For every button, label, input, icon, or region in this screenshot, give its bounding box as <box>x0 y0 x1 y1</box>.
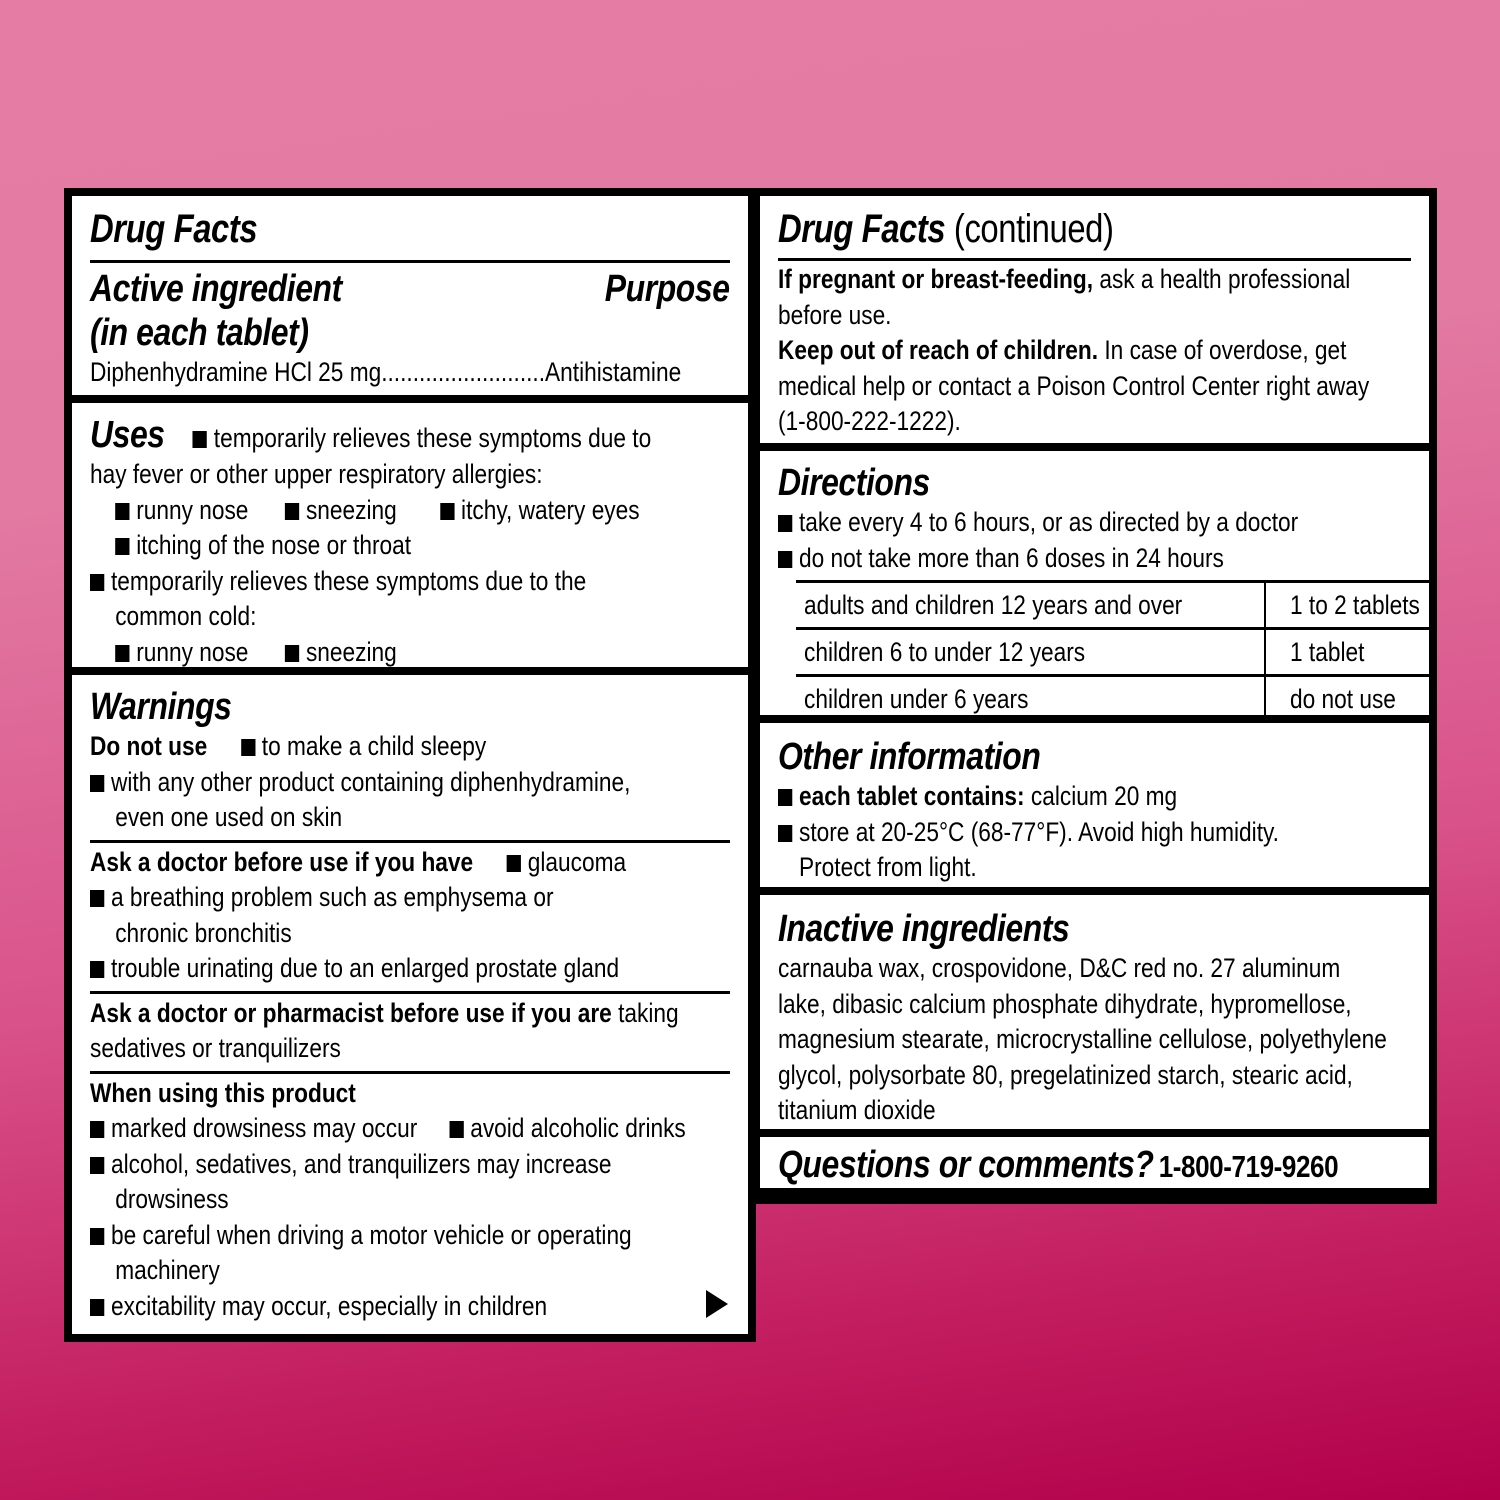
bullet-icon <box>449 1121 463 1138</box>
ask-pharmacist-row: Ask a doctor or pharmacist before use if you are taking <box>90 997 679 1028</box>
bullet-icon <box>778 825 792 842</box>
divider <box>778 258 1411 261</box>
bullet-icon <box>115 503 129 520</box>
bullet-icon <box>285 503 299 520</box>
symptom: runny nose <box>136 636 249 667</box>
bullet-icon <box>90 775 104 792</box>
bullet-icon <box>115 538 129 555</box>
active-ingredient-section <box>72 196 748 395</box>
other-information-title: Other information <box>778 736 1041 778</box>
keep-out-warning: Keep out of reach of children. In case of overdose, get <box>778 335 1347 365</box>
warning-item: be careful when driving a motor vehicle or operating <box>90 1218 628 1254</box>
inactive-ingredients-text: carnauba wax, crospovidone, D&C red no. 27 aluminum <box>778 953 1341 983</box>
uses-text: temporarily relieves these symptoms due to <box>213 423 652 453</box>
bullet-icon <box>90 961 104 978</box>
bullet-icon <box>241 739 255 756</box>
symptom-list <box>90 635 628 668</box>
bullet-icon <box>90 1121 104 1138</box>
bullet-icon <box>193 431 207 448</box>
pregnant-warning-cont: before use. <box>778 299 892 330</box>
bullet-icon <box>778 789 792 806</box>
pregnant-warning: If pregnant or breast-feeding, ask a health professional <box>778 264 1351 294</box>
warning-item-cont: drowsiness <box>115 1184 229 1214</box>
bullet-icon <box>90 1157 104 1174</box>
inactive-ingredients-title: Inactive ingredients <box>778 908 1070 950</box>
do-not-use-row <box>90 729 628 765</box>
ingredient-purpose: Antihistamine <box>545 357 682 387</box>
continued-section <box>760 196 1429 443</box>
divider <box>90 991 730 994</box>
bullet-icon <box>90 890 104 907</box>
ask-pharmacist-label: Ask a doctor or pharmacist before use if you are <box>90 997 612 1028</box>
questions-section <box>760 1137 1429 1188</box>
drug-facts-continued-title: Drug Facts <box>778 207 946 251</box>
warning-item: excitability may occur, especially in children <box>90 1289 628 1325</box>
dose: 1 tablet <box>1290 637 1365 667</box>
warning-item: glaucoma <box>527 846 627 877</box>
bullet-icon <box>507 855 521 872</box>
direction-item: take every 4 to 6 hours, or as directed by a doctor <box>778 505 1310 541</box>
when-using-label: When using this product <box>90 1077 356 1108</box>
symptom-list <box>90 528 628 564</box>
table-row <box>796 582 1429 629</box>
drug-facts-right-panel <box>752 188 1437 1204</box>
age-group: children under 6 years <box>804 684 1029 714</box>
ask-doctor-row <box>90 845 628 881</box>
ask-doctor-label: Ask a doctor before use if you have <box>90 846 474 877</box>
inactive-ingredients-section <box>760 895 1429 1129</box>
info-item: each tablet contains: calcium 20 mg <box>778 779 1310 815</box>
table-row <box>796 629 1429 676</box>
active-ingredient-heading: Active ingredient <box>90 268 342 310</box>
dose: do not use <box>1290 684 1397 714</box>
bullet-icon <box>778 551 792 568</box>
uses-section <box>72 403 748 667</box>
poison-control-number: (1-800-222-1222). <box>778 406 961 436</box>
keep-out-warning-cont: medical help or contact a Poison Control Center right away <box>778 370 1370 401</box>
symptom: itchy, watery eyes <box>461 494 640 525</box>
continue-arrow-icon <box>706 1290 728 1318</box>
uses-text: temporarily relieves these symptoms due to the <box>111 565 587 596</box>
questions-phone: 1-800-719-9260 <box>1158 1149 1339 1184</box>
warning-item: alcohol, sedatives, and tranquilizers may increase <box>90 1147 628 1183</box>
continued-title-row <box>778 206 1297 252</box>
inactive-ingredients-text: lake, dibasic calcium phosphate dihydrate, hypromellose, <box>778 988 1352 1019</box>
directions-title: Directions <box>778 462 930 504</box>
warnings-title: Warnings <box>90 686 232 728</box>
symptom-list <box>90 493 640 529</box>
bullet-icon <box>90 574 104 591</box>
warning-item-cont: chronic bronchitis <box>115 917 292 948</box>
info-item: store at 20-25°C (68-77°F). Avoid high humidity. <box>778 815 1310 851</box>
uses-text: common cold: <box>115 601 257 631</box>
age-group: adults and children 12 years and over <box>804 590 1183 620</box>
symptom: itching of the nose or throat <box>136 530 412 560</box>
bullet-icon <box>90 1228 104 1245</box>
do-not-use-label: Do not use <box>90 731 208 761</box>
warnings-section <box>72 675 748 1334</box>
drug-facts-title: Drug Facts <box>90 207 258 251</box>
dose: 1 to 2 tablets <box>1290 590 1421 620</box>
bullet-icon <box>440 503 454 520</box>
warning-item: marked drowsiness may occur avoid alcoholic drinks <box>90 1111 628 1147</box>
questions-row <box>778 1143 1339 1188</box>
ask-pharmacist-text: sedatives or tranquilizers <box>90 1033 341 1063</box>
inactive-ingredients-text: magnesium stearate, microcrystalline cellulose, polyethylene <box>778 1024 1387 1054</box>
warning-item: to make a child sleepy <box>261 731 487 761</box>
continued-suffix: (continued) <box>945 207 1114 251</box>
uses-title: Uses <box>90 414 165 456</box>
directions-section <box>760 451 1429 715</box>
inactive-ingredients-text: glycol, polysorbate 80, pregelatinized starch, stearic acid, <box>778 1059 1353 1090</box>
bullet-icon <box>90 1299 104 1316</box>
direction-item: do not take more than 6 doses in 24 hours <box>778 541 1310 577</box>
table-row <box>796 676 1429 716</box>
symptom: runny nose <box>136 494 249 525</box>
bullet-icon <box>778 515 792 532</box>
warning-item: with any other product containing diphenhydramine, <box>90 765 628 801</box>
drug-facts-left-panel <box>64 188 756 1342</box>
divider <box>90 260 730 263</box>
symptom: sneezing <box>305 494 397 525</box>
purpose-heading: Purpose <box>605 268 730 310</box>
warning-item: a breathing problem such as emphysema or <box>90 880 628 916</box>
warning-item-cont: machinery <box>115 1255 220 1285</box>
warning-item-cont: even one used on skin <box>115 802 343 832</box>
ingredient-name: Diphenhydramine HCl 25 mg <box>90 357 382 387</box>
questions-label: Questions or comments? <box>778 1144 1154 1186</box>
dosage-table <box>796 580 1429 715</box>
age-group: children 6 to under 12 years <box>804 637 1086 667</box>
uses-text: hay fever or other upper respiratory allergies: <box>90 459 543 489</box>
other-information-section <box>760 723 1429 887</box>
uses-item <box>90 564 628 600</box>
active-ingredient-subheading: (in each tablet) <box>90 312 309 354</box>
inactive-ingredients-text: titanium dioxide <box>778 1095 936 1125</box>
warning-item: trouble urinating due to an enlarged prostate gland <box>90 951 628 987</box>
divider <box>90 840 730 843</box>
bullet-icon <box>115 645 129 662</box>
ingredient-row <box>90 355 730 391</box>
bullet-icon <box>285 645 299 662</box>
ingredient-dots: .......................... <box>381 357 546 387</box>
symptom: sneezing <box>305 636 397 667</box>
divider <box>90 1071 730 1074</box>
info-item-cont: Protect from light. <box>799 852 977 882</box>
